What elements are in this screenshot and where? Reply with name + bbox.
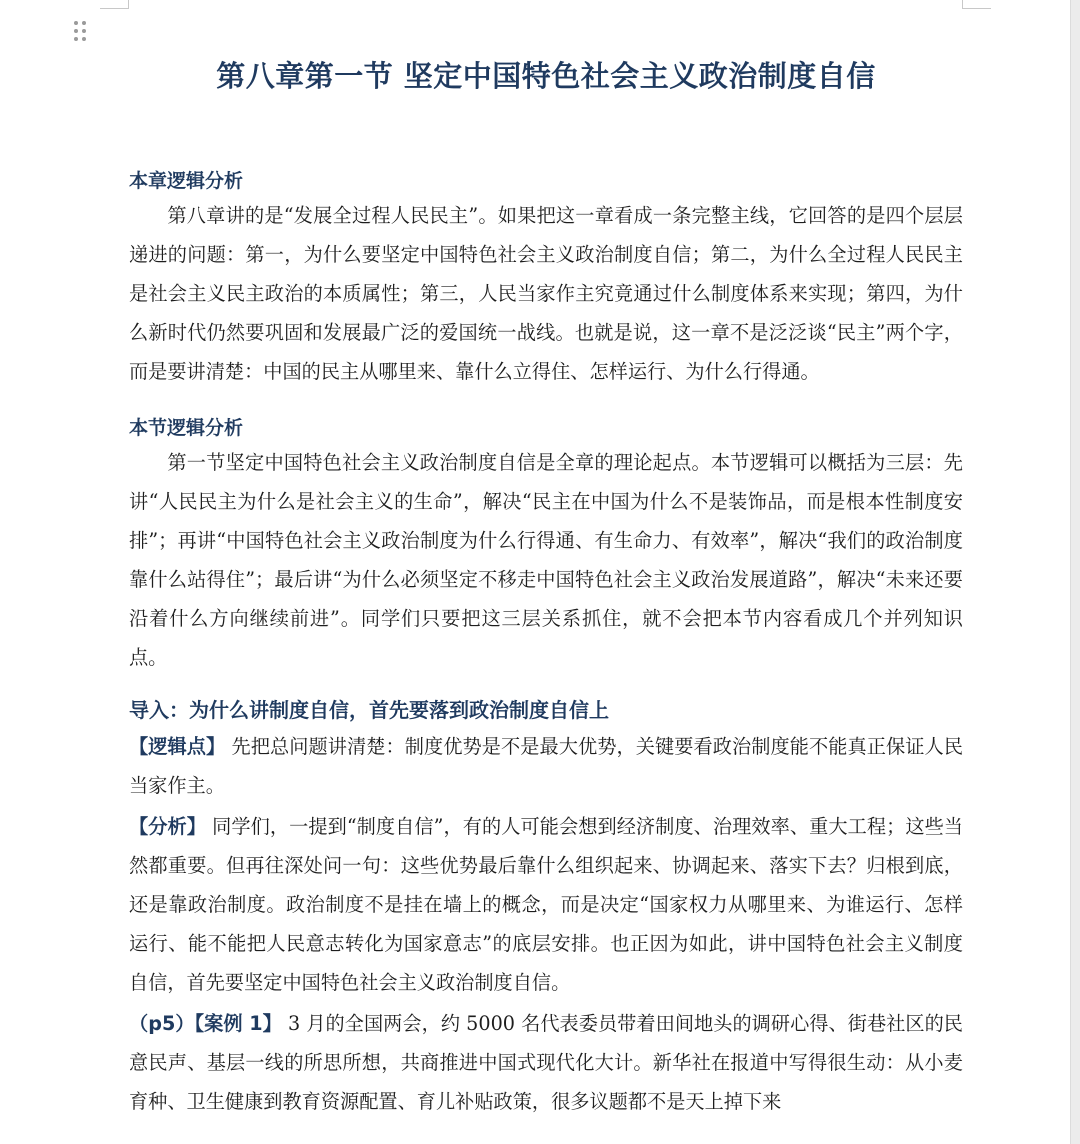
chapter-logic-paragraph: 第八章讲的是“发展全过程人民民主”。如果把这一章看成一条完整主线，它回答的是四个层层递进的问题：第一，为什么要坚定中国特色社会主义政治制度自信；第二，为什么全过程人民民主是社会主义民主政治的本质属性；第三，人民当家作主究竟通过什么制度体系来实现；第四，为什么新时代仍然要巩固和发展最广泛的爱国统一战线。也就是说，这一章不是泛泛谈“民主”两个字，而是要讲清楚：中国的民主从哪里来、靠什么立得住、怎样运行、为什么行得通。 <box>129 204 963 383</box>
case-tag: （p5）【案例 1】 <box>129 1012 282 1035</box>
chapter-logic-heading: 本章逻辑分析 <box>129 170 244 192</box>
analysis-tag: 【分析】 <box>129 815 206 838</box>
logic-point-text: 先把总问题讲清楚：制度优势是不是最大优势，关键要看政治制度能不能真正保证人民当家作主。 <box>129 735 964 797</box>
page-corner-mark-left <box>100 0 129 9</box>
page-corner-mark-right <box>962 0 991 9</box>
intro-heading: 导入：为什么讲制度自信，首先要落到政治制度自信上 <box>129 698 609 722</box>
case-paragraph <box>129 1004 963 1121</box>
document-title: 第八章第一节 坚定中国特色社会主义政治制度自信 <box>216 59 876 93</box>
document-body <box>129 48 963 1121</box>
logic-point-paragraph <box>129 727 963 805</box>
drag-handle-icon[interactable] <box>72 20 88 42</box>
case-text: 3 月的全国两会，约 5000 名代表委员带着田间地头的调研心得、街巷社区的民意民声、基层一线的所思所想，共商推进中国式现代化大计。新华社在报道中写得很生动：从小麦育种、卫生健康到教育资源配置、育儿补贴政策，很多议题都不是天上掉下来 <box>129 1012 963 1113</box>
logic-point-tag: 【逻辑点】 <box>129 735 226 758</box>
analysis-text: 同学们，一提到“制度自信”，有的人可能会想到经济制度、治理效率、重大工程；这些当然都重要。但再往深处问一句：这些优势最后靠什么组织起来、协调起来、落实下去？归根到底，还是靠政治制度。政治制度不是挂在墙上的概念，而是决定“国家权力从哪里来、为谁运行、怎样运行、能不能把人民意志转化为国家意志”的底层安排。也正因为如此，讲中国特色社会主义制度自信，首先要坚定中国特色社会主义政治制度自信。 <box>129 815 963 994</box>
section-logic-heading: 本节逻辑分析 <box>129 417 244 439</box>
scrollbar-gutter[interactable] <box>1070 0 1080 1144</box>
section-logic-paragraph: 第一节坚定中国特色社会主义政治制度自信是全章的理论起点。本节逻辑可以概括为三层：先讲“人民民主为什么是社会主义的生命”，解决“民主在中国为什么不是装饰品，而是根本性制度安排”；再讲“中国特色社会主义政治制度为什么行得通、有生命力、有效率”，解决“我们的政治制度靠什么站得住”；最后讲“为什么必须坚定不移走中国特色社会主义政治发展道路”，解决“未来还要沿着什么方向继续前进”。同学们只要把这三层关系抓住，就不会把本节内容看成几个并列知识点。 <box>129 451 963 669</box>
analysis-paragraph <box>129 807 963 1002</box>
